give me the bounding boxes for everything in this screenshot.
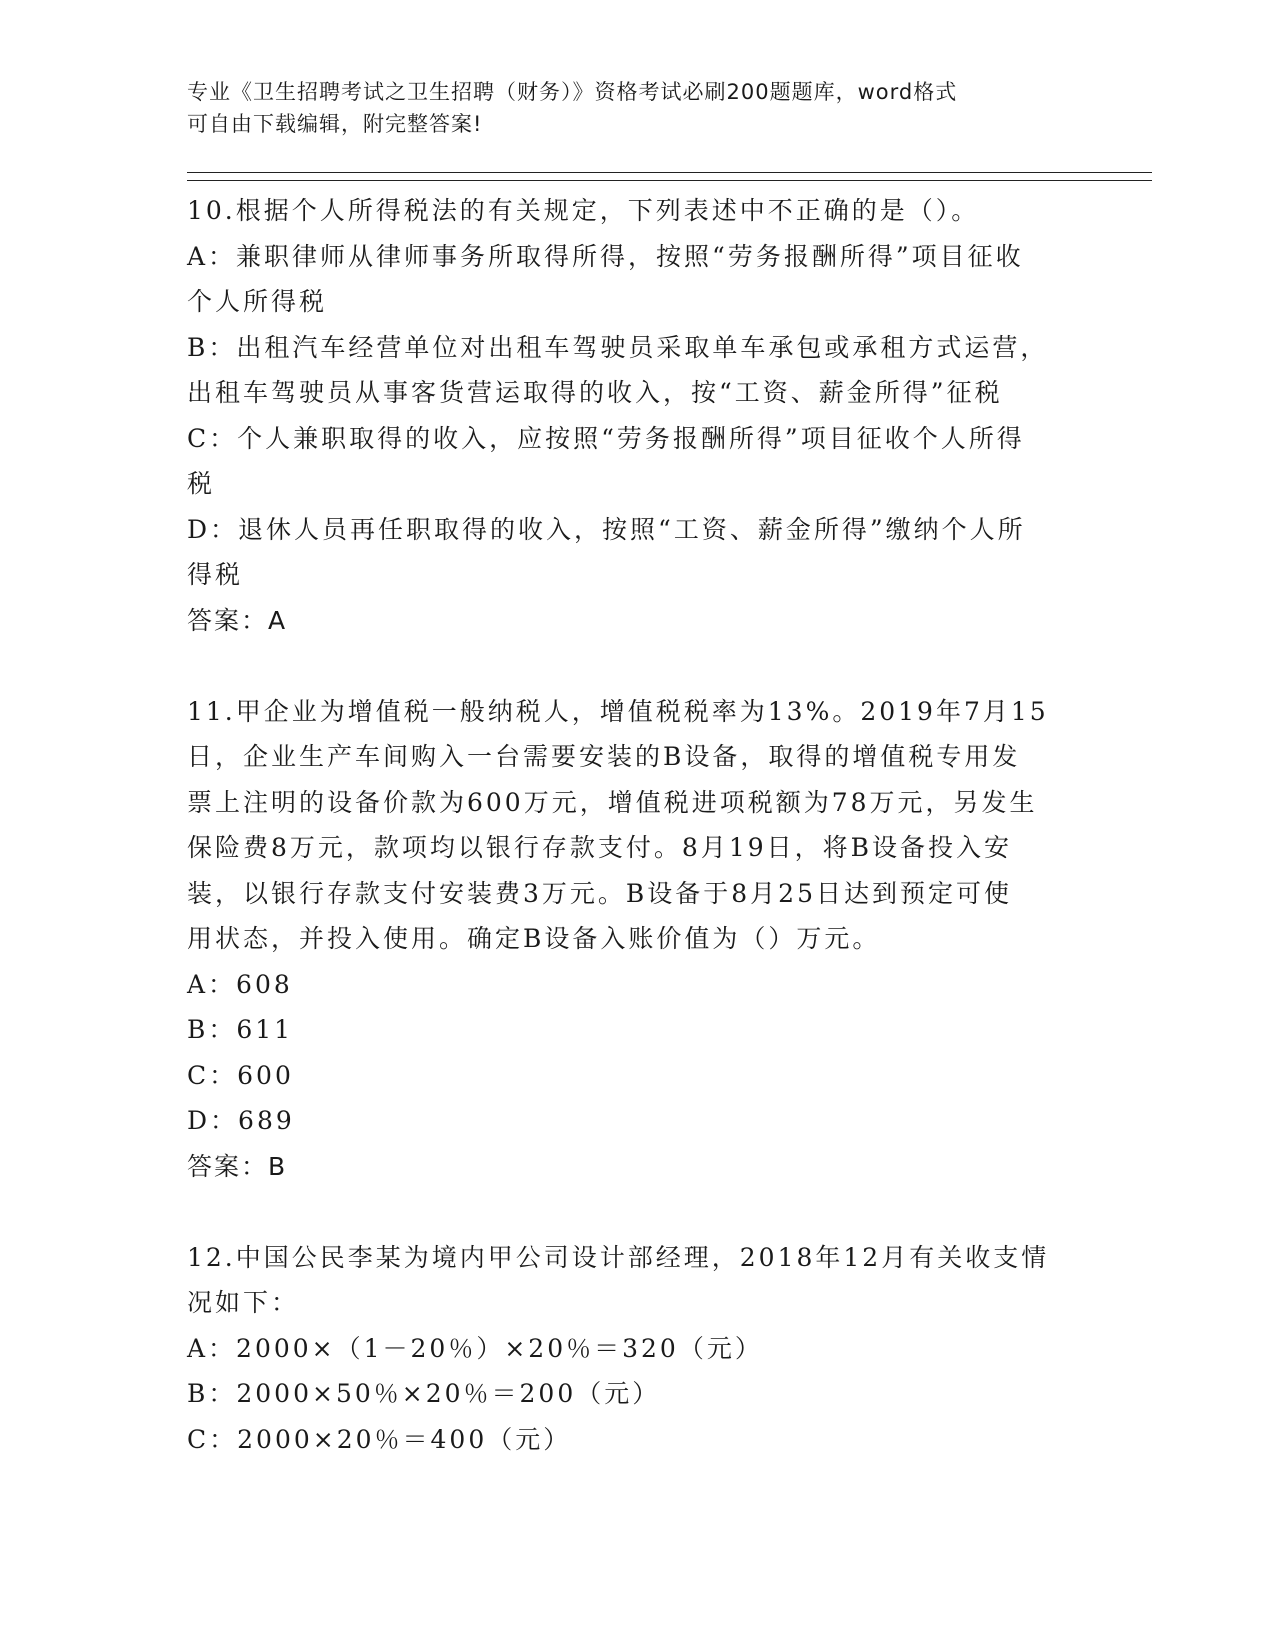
header-title-line-2: 可自由下载编辑，附完整答案!: [187, 112, 483, 136]
question-11-stem-1: 11.甲企业为增值税一般纳税人，增值税税率为13%。2019年7月15: [187, 696, 1049, 726]
question-12: [187, 1235, 1087, 1463]
question-12-option-b: B：2000×50％×20％＝200（元）: [187, 1379, 661, 1408]
question-10: [187, 188, 1087, 643]
question-11-stem-4: 保险费8万元，款项均以银行存款支付。8月19日，将B设备投入安: [187, 833, 1012, 862]
question-10-option-d: D：退休人员再任职取得的收入，按照“工资、薪金所得”缴纳个人所: [187, 514, 1026, 544]
question-11-stem-5: 装，以银行存款支付安装费3万元。B设备于8月25日达到预定可使: [187, 878, 1012, 908]
question-11-stem-6: 用状态，并投入使用。确定B设备入账价值为（）万元。: [187, 924, 881, 953]
question-12-option-c: C：2000×20％＝400（元）: [187, 1424, 572, 1454]
question-12-option-a: A：2000×（1－20％）×20％＝320（元）: [187, 1333, 763, 1363]
question-10-option-c-cont: 税: [187, 469, 216, 498]
question-11: [187, 689, 1087, 1190]
question-12-stem-1: 12.中国公民李某为境内甲公司设计部经理，2018年12月有关收支情: [187, 1242, 1050, 1272]
question-11-option-b: B：611: [187, 1015, 294, 1044]
question-10-stem: 10.根据个人所得税法的有关规定，下列表述中不正确的是（）。: [187, 196, 980, 225]
question-11-option-d: D：689: [187, 1106, 295, 1135]
question-10-answer: 答案：A: [187, 605, 288, 635]
question-10-option-a: A：兼职律师从律师事务所取得所得，按照“劳务报酬所得”项目征收: [187, 241, 1024, 271]
header-title-line-1: 专业《卫生招聘考试之卫生招聘（财务）》资格考试必刷200题题库，word格式: [187, 80, 958, 104]
header-divider-top: [187, 172, 1152, 173]
question-10-option-b: B：出租汽车经营单位对出租车驾驶员采取单车承包或承租方式运营，: [187, 332, 1049, 362]
header-divider-bottom: [187, 180, 1152, 181]
question-11-option-a: A：608: [187, 969, 293, 999]
question-10-option-b-cont: 出租车驾驶员从事客货营运取得的收入，按“工资、薪金所得”征税: [187, 378, 1003, 407]
question-11-stem-2: 日，企业生产车间购入一台需要安装的B设备，取得的增值税专用发: [187, 742, 1021, 771]
document-header: [187, 76, 1067, 140]
question-11-answer: 答案：B: [187, 1151, 288, 1181]
question-12-stem-2: 况如下：: [187, 1288, 300, 1317]
question-11-stem-3: 票上注明的设备价款为600万元，增值税进项税额为78万元，另发生: [187, 787, 1038, 817]
question-11-option-c: C：600: [187, 1060, 294, 1090]
question-spacer: [187, 1189, 1087, 1235]
question-10-option-c: C：个人兼职取得的收入，应按照“劳务报酬所得”项目征收个人所得: [187, 423, 1025, 453]
question-10-option-a-cont: 个人所得税: [187, 287, 328, 316]
question-10-option-d-cont: 得税: [187, 560, 244, 589]
question-spacer: [187, 643, 1087, 689]
question-list: [187, 188, 1087, 1462]
